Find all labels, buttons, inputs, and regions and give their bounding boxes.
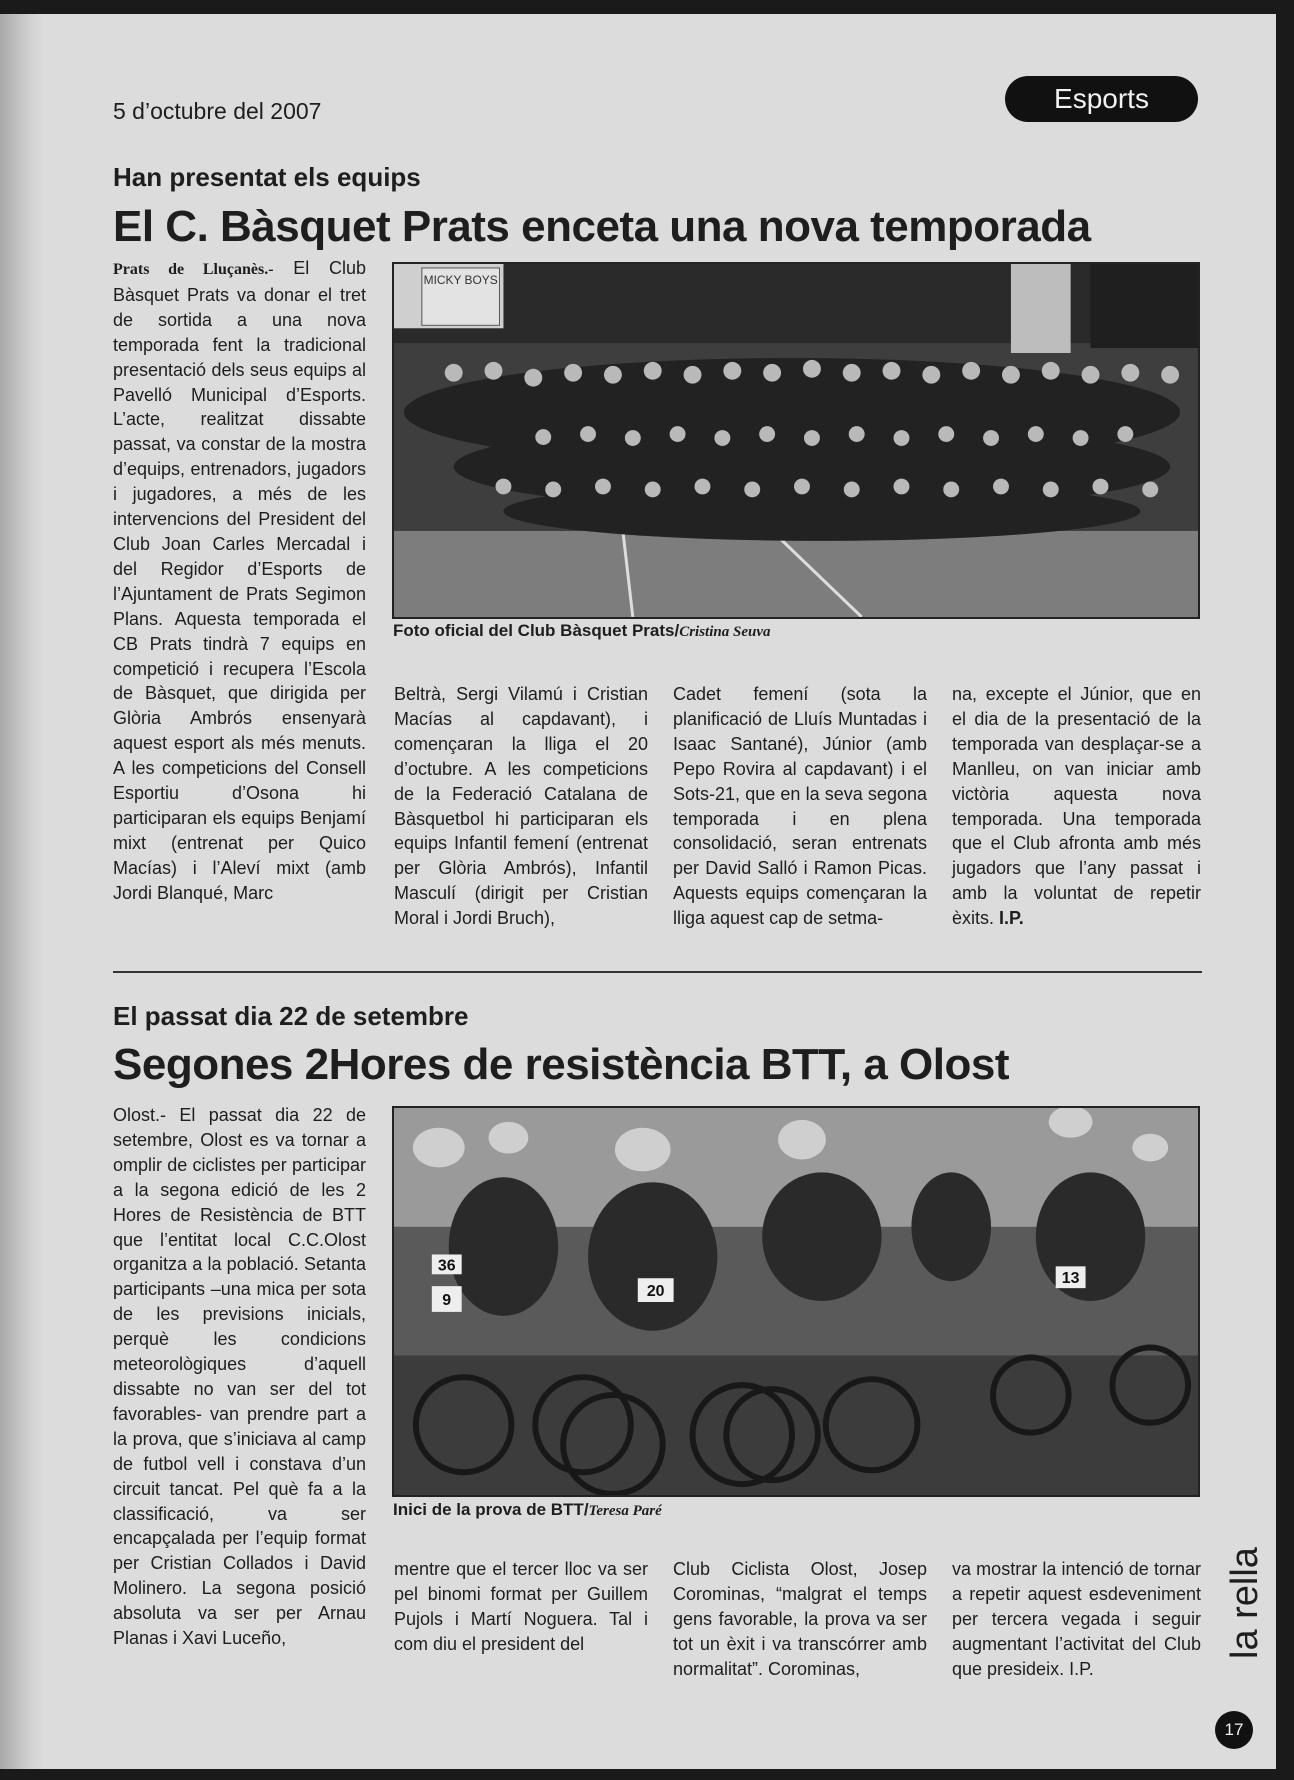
bib-number-3: 20 [646, 1283, 665, 1301]
bike-race-photo-image [394, 1108, 1198, 1495]
article1-headline: El C. Bàsquet Prats enceta una nova temporada [113, 202, 1091, 251]
bib-number-1: 36 [437, 1257, 456, 1275]
magazine-name: la rella [1224, 1547, 1266, 1659]
article-divider [113, 971, 1202, 973]
article2-column-4: va mostrar la intenció de tornar a repetir aquest esdeveniment per tercera vegada i seguir augmentant l’activitat del Club que presideix. I.P. [952, 1559, 1201, 1679]
article2-caption [393, 1500, 662, 1520]
article1-photo-credit: Cristina Seuva [679, 624, 771, 640]
newspaper-page [0, 14, 1276, 1769]
article2-column-3: Club Ciclista Olost, Josep Corominas, “malgrat el temps gens favorable, la prova va ser tot un èxit i va transcórrer amb normalitat”. Corominas, [673, 1559, 927, 1679]
article1-lead: Prats de Lluçanès.- [113, 261, 274, 278]
page-spine [0, 14, 44, 1769]
article1-caption-text: Foto oficial del Club Bàsquet Prats/ [393, 621, 680, 640]
basketball-team-photo [392, 262, 1200, 619]
article2-column-2: mentre que el tercer lloc va ser pel binomi format per Guillem Pujols i Martí Noguera. Tal i com diu el president del [394, 1559, 648, 1654]
photo-banner-text: MICKY BOYS [423, 272, 498, 287]
issue-date: 5 d’octubre del 2007 [113, 98, 322, 124]
article2-photo-credit: Teresa Paré [588, 1503, 662, 1519]
article2-kicker: El passat dia 22 de setembre [113, 1001, 469, 1031]
article1-col1-text: El Club Bàsquet Prats va donar el tret de sortida a una nova temporada fent la tradicional presentació dels seus equips al Pavelló Municipal d’Esports. L’acte, realitzat dissabte passat, va constar de la mostra d’equips, entrenadors, jugadors i jugadores, a més de les intervencions del President del Club Joan Carles Mercadal i del Regidor d’Esports de l’Ajuntament de Prats Segimon Plans. Aquesta temporada el CB Prats tindrà 7 equips en competició i recupera l’Escola de Bàsquet, que dirigida per Glòria Ambrós ensenyarà aquest esport als més menuts. A les competicions del Consell Esportiu d’Osona hi participaran els equips Benjamí mixt (entrenat per Quico Macías) i l’Aleví mixt (amb Jordi Blanqué, Marc [113, 258, 366, 903]
article1-col4-text: na, excepte el Júnior, que en el dia de la presentació de la temporada van desplaçar-se a Manlleu, on van iniciar amb victòria aquesta nova temporada. Una temporada que el Club afronta amb més jugadors que l’any passat i amb la voluntat de repetir èxits. [952, 684, 1201, 929]
article1-caption [393, 621, 770, 641]
article1-column-3: Cadet femení (sota la planificació de Lluís Muntadas i Isaac Santané), Júnior (amb Pepo Rovira al capdavant) i el Sots-21, que en la seva segona temporada i en plena consolidació, seran entrenats per David Salló i Ramon Picas. Aquests equips començaran la lliga aquest cap de setma- [673, 684, 927, 929]
bike-race-photo [392, 1106, 1200, 1497]
article2-caption-text: Inici de la prova de BTT/ [393, 1500, 589, 1519]
basketball-team-photo-image [394, 264, 1198, 617]
article1-column-4 [952, 682, 1201, 931]
article1-kicker: Han presentat els equips [113, 162, 421, 192]
page-number: 17 [1215, 1711, 1253, 1749]
article1-column-2: Beltrà, Sergi Vilamú i Cristian Macías al capdavant), i començaran la lliga el 20 d’octubre. A les competicions de la Federació Catalana de Bàsquetbol hi participaran els equips Infantil femení (entrenat per Glòria Ambrós), Infantil Masculí (dirigit per Cristian Moral i Jordi Bruch), [394, 684, 648, 929]
bib-number-2: 9 [442, 1291, 452, 1309]
article2-column-1: Olost.- El passat dia 22 de setembre, Olost es va tornar a omplir de ciclistes per participar a la segona edició de les 2 Hores de Resistència de BTT que l’entitat local C.C.Olost organitza a la població. Setanta participants –una mica per sota de les previsions inicials, perquè les condicions meteorològiques d’aquell dissabte no van ser del tot favorables- van prendre part a la prova, que s’iniciava al camp de futbol vell i constava d’un circuit tancat. Pel què fa a la classificació, va ser encapçalada per l’equip format per Cristian Collados i David Molinero. La segona posició absoluta va ser per Arnau Planas i Xavi Luceño, [113, 1105, 366, 1649]
article2-headline: Segones 2Hores de resistència BTT, a Olost [113, 1040, 1009, 1089]
bib-number-4: 13 [1061, 1270, 1080, 1288]
section-badge: Esports [1005, 76, 1198, 122]
article1-column-1 [113, 256, 366, 906]
article1-signature: I.P. [999, 908, 1024, 929]
